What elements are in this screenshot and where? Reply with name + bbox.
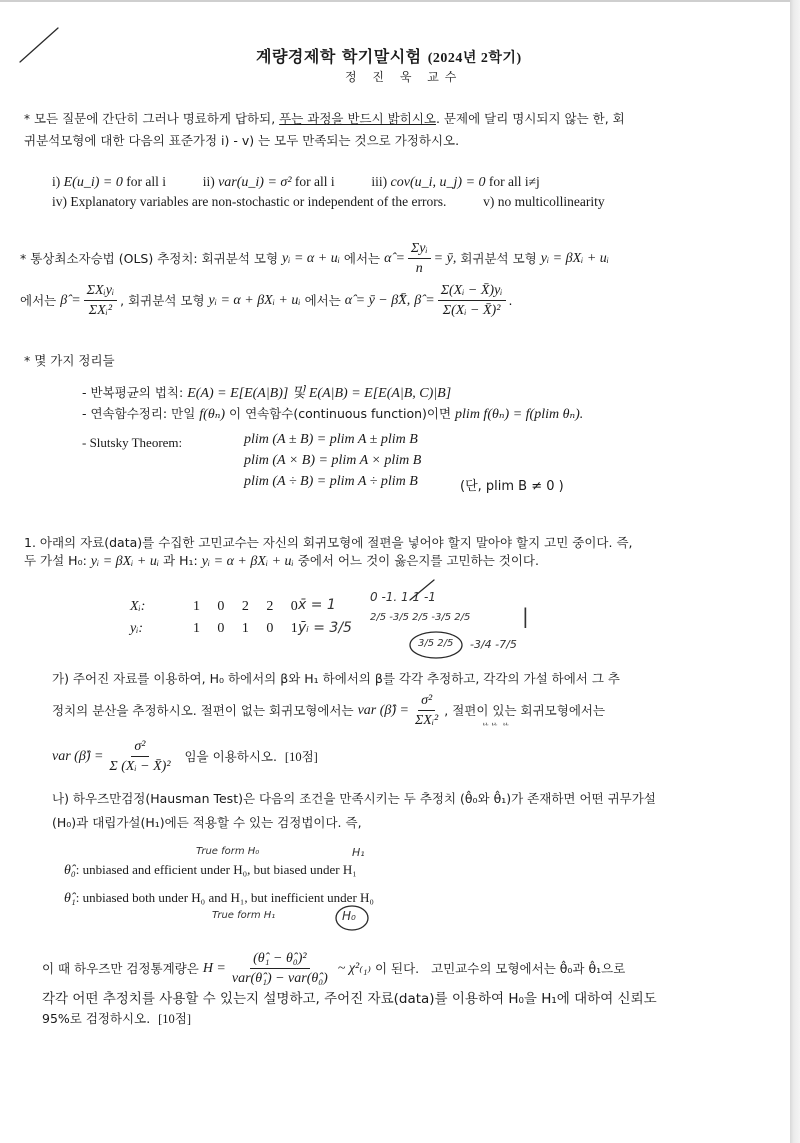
- theorem-label: - 반복평균의 법칙:: [82, 385, 184, 400]
- denominator: Σ (Xᵢ − X̄)²: [109, 759, 171, 774]
- instructions-line-2: 귀분석모형에 대한 다음의 표준가정 i) - v) 는 모두 만족되는 것으로 가정하시오.: [24, 133, 460, 148]
- part-a-line-1: 가) 주어진 자료를 이용하여, H₀ 하에서의 β와 H₁ 하에서의 β를 각각 추정하고, 각각의 가설 하에서 그 추: [52, 671, 620, 686]
- title-text: 계량경제학 학기말시험: [256, 47, 422, 66]
- fraction-var-with-intercept: [106, 738, 173, 775]
- assumption-cond: for all i: [294, 174, 335, 189]
- text: 정치의 분산을 추정하시오. 절편이 없는 회귀모형에서는: [52, 702, 354, 718]
- ols-model-3: yᵢ = α + βXᵢ + uᵢ: [208, 292, 301, 308]
- denominator: ΣXᵢ²: [414, 713, 439, 728]
- denominator: n: [415, 261, 423, 276]
- beta-hat: β̂: [414, 292, 422, 308]
- part-b-last-line-2: [42, 1010, 191, 1028]
- fraction-sum-y-over-n: [408, 240, 431, 277]
- numerator: Σyᵢ: [408, 240, 431, 259]
- x-value: 2: [266, 599, 274, 614]
- y-value: 1: [241, 621, 249, 636]
- numerator: σ²: [418, 692, 435, 711]
- question-1-line-1: 1. 아래의 자료(data)를 수집한 고민교수는 자신의 회귀모형에 절편을 넣어야 할지 말아야 할지 고민 중이다. 즉,: [24, 535, 633, 550]
- slutsky-line-3: plim (A ÷ B) = plim A ÷ plim B: [244, 474, 418, 489]
- slutsky-line-1: plim (A ± B) = plim A ± plim B: [244, 432, 418, 447]
- part-a-line-3: [52, 738, 318, 775]
- instr-text-a: 모든 질문에 간단히 그러나 명료하게 답하되,: [33, 111, 280, 126]
- assumption-expr: var(u_i) = σ²: [218, 175, 292, 190]
- theorem-expr: E(A) = E[E(A|B)] 및 E(A|B) = E[E(A|B, C)|B]: [187, 386, 452, 401]
- text: 임을 이용하시오.: [184, 748, 277, 764]
- ols-line-1: [20, 240, 609, 277]
- equals: =: [425, 292, 435, 308]
- bullet: *: [24, 112, 30, 126]
- y-value: 1: [290, 621, 298, 636]
- handwritten-circled-values: 3/5 2/5: [418, 638, 454, 649]
- x-label: Xᵢ:: [130, 599, 146, 614]
- text: 이 된다.: [374, 960, 420, 976]
- numerator: ΣXᵢyᵢ: [84, 282, 118, 301]
- ols-model-2: yᵢ = βXᵢ + uᵢ: [540, 250, 610, 266]
- handwritten-xbar: x̄ = 1: [298, 597, 336, 613]
- professor-name: 정 진 욱 교수: [345, 70, 463, 84]
- equals: =: [395, 250, 405, 266]
- numerator: (θ̂₁ − θ̂₀)²: [250, 950, 309, 969]
- scan-top-edge: [0, 0, 790, 2]
- theorem-text: 이 연속함수(continuous function)이면: [229, 406, 452, 421]
- handwritten-circled-h0: H₀: [342, 909, 356, 923]
- y-label: yᵢ:: [130, 621, 144, 636]
- denominator: var(θ̂₁) − var(θ̂₀): [231, 971, 328, 986]
- x-value: 0: [217, 599, 225, 614]
- assumption-expr: E(u_i) = 0: [63, 175, 123, 190]
- null-hypothesis: yᵢ = βXᵢ + uᵢ: [90, 554, 160, 569]
- beta-hat: β̂: [60, 292, 68, 308]
- y-value: 1: [192, 621, 200, 636]
- theta0-desc: : unbiased and efficient under H₀, but biased under H₁: [75, 862, 357, 877]
- alpha-formula: α̂ = ȳ − β̂X̄,: [344, 292, 411, 308]
- data-row-x: [130, 598, 304, 615]
- text: 에서는: [304, 292, 341, 308]
- handwritten-y-deviations: 2/5 -3/5 2/5 -3/5 2/5: [370, 612, 471, 623]
- question-1-line-2: [24, 552, 539, 571]
- assumptions-row-1: [52, 174, 540, 191]
- slutsky-line-2: plim (A × B) = plim A × plim B: [244, 453, 422, 468]
- theta0-condition: [64, 862, 357, 879]
- text: 고민교수의 모형에서는 θ̂₀과 θ̂₁으로: [431, 960, 626, 976]
- y-value: 0: [266, 621, 274, 636]
- handwritten-note: ᄔᄔ ᄔ: [480, 723, 509, 733]
- handwritten-tail-values: -3/4 -7/5: [470, 638, 517, 651]
- points-badge: [10점]: [284, 749, 318, 764]
- theta0-symbol: θ̂₀: [64, 863, 76, 878]
- theorem-expr: f(θₙ): [199, 407, 226, 422]
- assumption-cond: for all i≠j: [488, 174, 540, 189]
- part-b-line-2: (H₀)과 대립가설(H₁)에든 적용할 수 있는 검정법이다. 즉,: [52, 815, 362, 830]
- var-beta-label: var (β̂) =: [357, 702, 409, 718]
- text: 95%로 검정하시오.: [42, 1011, 151, 1026]
- theorem-iterated-expectations: [82, 384, 451, 403]
- theorem-continuous-mapping: [82, 405, 583, 424]
- assumption-label: iii): [371, 174, 388, 189]
- instr-underlined: 푸는 과정을 반드시 밝히시오: [279, 111, 436, 126]
- x-value: 1: [192, 599, 200, 614]
- x-value: 0: [290, 599, 298, 614]
- handwritten-ybar: ȳᵢ = 3/5: [298, 620, 352, 636]
- points-badge: [10점]: [158, 1012, 192, 1026]
- text: 회귀분석 모형: [460, 250, 537, 266]
- ybar: = ȳ,: [433, 250, 457, 266]
- slutsky-note: (단, plim B ≠ 0 ): [460, 479, 564, 494]
- handwritten-above-theta0: True form H₀: [196, 846, 260, 857]
- numerator: σ²: [131, 738, 148, 757]
- part-b-last-line-1: 각각 어떤 추정치를 사용할 수 있는지 설명하고, 주어진 자료(data)를 이용하여 H₀을 H₁에 대하여 신뢰도: [42, 991, 657, 1007]
- text: 중에서 어느 것이 옳은지를 고민하는 것이다.: [297, 553, 539, 568]
- chi-square-dist: ~ χ²₍₁₎: [337, 960, 371, 976]
- assumption-text: Explanatory variables are non-stochastic or independent of the errors.: [70, 194, 447, 209]
- denominator: ΣXᵢ²: [88, 303, 113, 318]
- period: .: [508, 292, 513, 308]
- denominator: Σ(Xᵢ − X̄)²: [442, 303, 501, 318]
- equals: =: [71, 292, 81, 308]
- instructions-line-1: [24, 110, 625, 128]
- assumption-text: no multicollinearity: [497, 194, 605, 209]
- handwritten-x-deviations: 0 -1. 1 1 -1: [370, 590, 436, 604]
- theorem-label: - 연속함수정리: 만일: [82, 406, 196, 421]
- handwritten-bar: |: [522, 604, 529, 628]
- fraction-var-no-intercept: [412, 692, 441, 729]
- text: 에서는: [343, 250, 381, 266]
- alpha-hat: α̂: [384, 250, 392, 266]
- text: , 절편이 있는 회귀모형에서는: [444, 702, 606, 718]
- data-row-y: [130, 620, 304, 637]
- ols-line-2: [20, 282, 513, 319]
- handwritten-below-theta1: True form H₁: [212, 910, 276, 921]
- exam-term: (2024년 2학기): [427, 51, 522, 66]
- assumption-label: ii): [202, 174, 215, 189]
- theta1-condition: [64, 890, 374, 907]
- y-value: 0: [217, 621, 225, 636]
- var-beta-label: var (β̂) =: [52, 748, 104, 764]
- ols-model-1: yᵢ = α + uᵢ: [282, 250, 340, 266]
- text: 과 H₁:: [163, 553, 198, 568]
- bullet: *: [20, 250, 27, 266]
- text: 두 가설 H₀:: [24, 553, 87, 568]
- alternative-hypothesis: yᵢ = α + βXᵢ + uᵢ: [201, 554, 294, 569]
- assumption-cond: for all i: [126, 174, 166, 189]
- text: 이 때 하우즈만 검정통계량은: [42, 960, 199, 976]
- handwritten-above-theta0-h1: H₁: [352, 846, 365, 859]
- part-b-line-1: 나) 하우즈만검정(Hausman Test)은 다음의 조건을 만족시키는 두 추정치 (θ̂₀와 θ̂₁)가 존재하면 어떤 귀무가설: [52, 791, 656, 806]
- fraction-beta-with-intercept: [438, 282, 506, 319]
- assumption-label: v): [483, 194, 495, 209]
- text: 에서는: [20, 292, 57, 308]
- ols-intro: 통상최소자승법 (OLS) 추정치: 회귀분석 모형: [30, 250, 279, 266]
- assumption-label: iv): [52, 194, 67, 209]
- assumptions-row-2: [52, 194, 605, 210]
- text: , 회귀분석 모형: [120, 292, 205, 308]
- scan-right-edge: [790, 0, 800, 1143]
- theta1-desc: : unbiased both under H₀ and H₁, but inefficient under H₀: [75, 890, 374, 905]
- hausman-statistic-line: [42, 950, 625, 987]
- x-value: 2: [241, 599, 249, 614]
- part-a-line-2: [52, 692, 605, 729]
- assumption-expr: cov(u_i, u_j) = 0: [390, 175, 486, 190]
- assumption-label: i): [52, 174, 61, 189]
- instr-text-b: . 문제에 달리 명시되지 않는 한, 회: [435, 111, 625, 126]
- theorem-slutsky-label: - Slutsky Theorem:: [82, 435, 183, 450]
- pen-slash-mark-icon: [14, 20, 64, 70]
- theorem-expr: plim f(θₙ) = f(plim θₙ).: [455, 407, 584, 422]
- theorems-heading: * 몇 가지 정리들: [24, 353, 115, 368]
- fraction-beta-no-intercept: [84, 282, 118, 319]
- numerator: Σ(Xᵢ − X̄)yᵢ: [438, 282, 506, 301]
- hausman-h-label: H =: [202, 960, 226, 976]
- fraction-hausman: [229, 950, 331, 987]
- exam-title: [256, 44, 522, 67]
- theta1-symbol: θ̂₁: [64, 891, 76, 906]
- pen-check-stroke-icon: [404, 578, 444, 608]
